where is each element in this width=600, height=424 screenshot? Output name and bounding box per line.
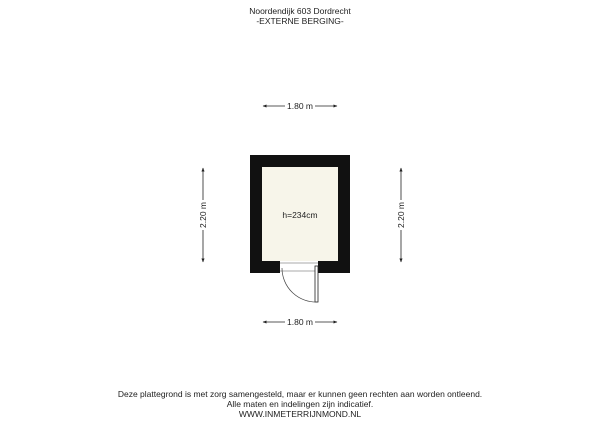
website-link[interactable]: WWW.INMETERRIJNMOND.NL: [238, 409, 362, 419]
dimension-label-top: 1.80 m: [287, 101, 313, 111]
wall-right: [338, 155, 350, 273]
dimension-bottom: [263, 316, 337, 328]
footer: [0, 389, 600, 419]
dimension-label-left: 2.20 m: [198, 202, 208, 228]
wall-top: [250, 155, 350, 167]
disclaimer-line: Deze plattegrond is met zorg samengesteld, maar er kunnen geen rechten aan worden ontleend.: [117, 389, 483, 399]
floor-subtitle: -EXTERNE BERGING-: [256, 16, 344, 26]
wall-bottom-left: [250, 261, 280, 273]
wall-left: [250, 155, 262, 273]
wall-bottom-right: [318, 261, 350, 273]
disclaimer-line-2: Alle maten en indelingen zijn indicatief.: [226, 399, 374, 409]
door-arc: [282, 268, 318, 302]
dimension-label-right: 2.20 m: [396, 202, 406, 228]
storage-room: [250, 155, 350, 302]
door-leaf: [315, 266, 318, 302]
dimension-top: [263, 100, 337, 112]
dimension-right: [395, 168, 407, 262]
dimension-label-bottom: 1.80 m: [287, 317, 313, 327]
address-title: Noordendijk 603 Dordrecht: [249, 6, 351, 16]
room-height-label: h=234cm: [282, 210, 318, 220]
dimension-left: [197, 168, 209, 262]
